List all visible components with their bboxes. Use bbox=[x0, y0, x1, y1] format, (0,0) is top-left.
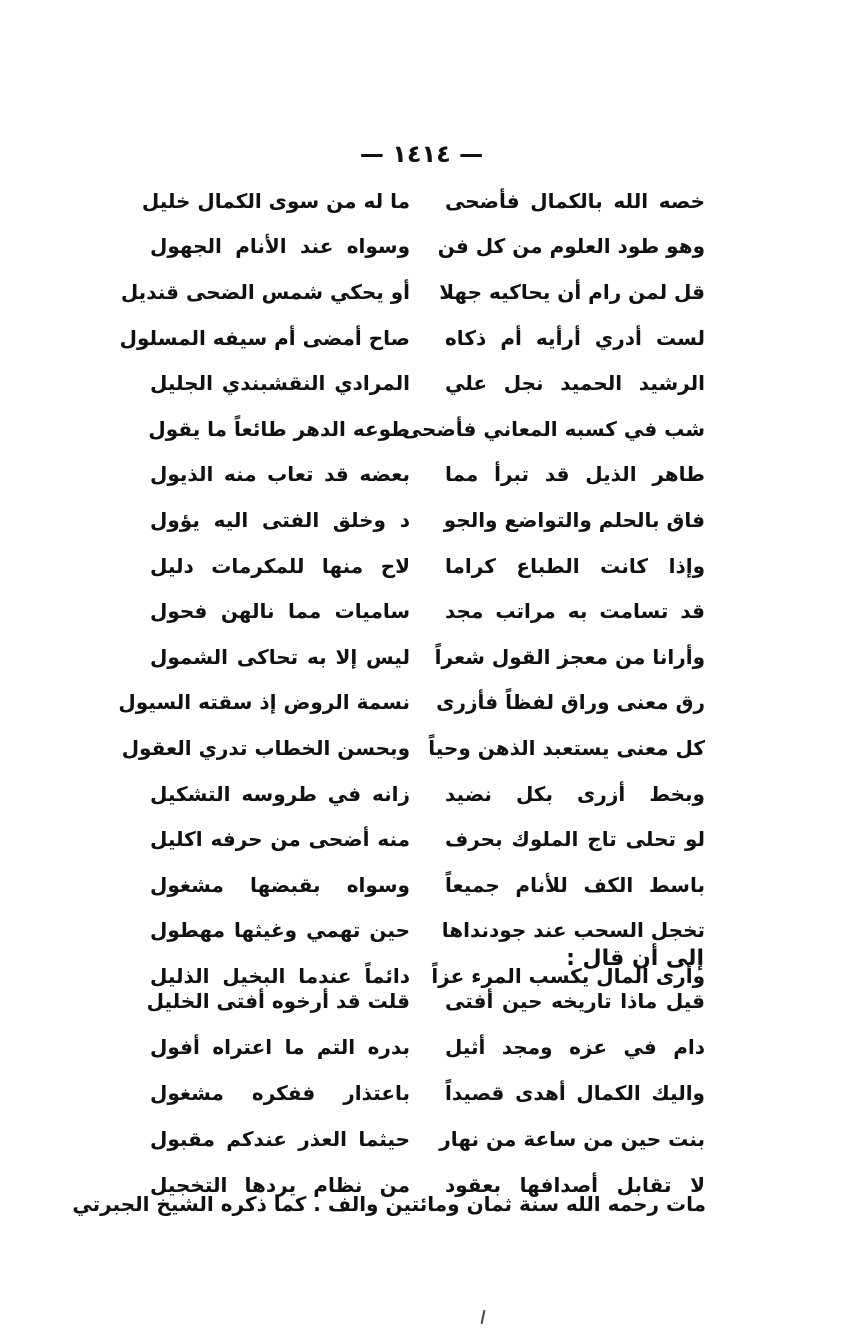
verse-second-hemistich: د وخلق الفتى اليه يؤول bbox=[150, 507, 410, 532]
verse-row bbox=[150, 588, 705, 634]
verse-second-hemistich: قلت قد أرخوه أفتى الخليل bbox=[146, 989, 410, 1013]
verse-row bbox=[121, 725, 705, 771]
verse-row bbox=[120, 269, 705, 315]
verse-second-hemistich: زانه في طروسه التشكيل bbox=[150, 781, 410, 806]
verse-row bbox=[150, 816, 705, 862]
verse-first-hemistich: فاق بالحلم والتواضع والجو bbox=[443, 507, 705, 532]
verse-first-hemistich: كل معنى يستعبد الذهن وحياً bbox=[428, 735, 705, 760]
verse-row bbox=[146, 978, 705, 1024]
verse-second-hemistich: حين تهمي وغيثها مهطول bbox=[150, 918, 410, 943]
verse-first-hemistich: قل لمن رام أن يحاكيه جهلا bbox=[439, 279, 705, 304]
verse-row bbox=[150, 543, 705, 589]
verse-second-hemistich: ساميات مما نالهن فحول bbox=[150, 599, 410, 624]
verse-row bbox=[150, 1024, 705, 1070]
stray-ink-mark bbox=[481, 1310, 486, 1324]
verse-second-hemistich: وسواه عند الأنام الجهول bbox=[150, 234, 410, 259]
verse-second-hemistich: صاح أمضى أم سيفه المسلول bbox=[119, 325, 410, 350]
verse-first-hemistich: لو تحلى تاج الملوك بحرف bbox=[445, 827, 705, 852]
verse-second-hemistich: المرادي النقشبندي الجليل bbox=[150, 371, 410, 396]
verse-row bbox=[150, 1116, 705, 1162]
verse-row bbox=[141, 178, 705, 224]
poem-verses bbox=[118, 178, 705, 999]
verse-second-hemistich: طوعه الدهر طائعاً ما يقول bbox=[148, 416, 410, 441]
verse-second-hemistich: من نظام يردها التخجيل bbox=[150, 1173, 410, 1197]
verse-first-hemistich: دام في عزه ومجد أثيل bbox=[445, 1035, 705, 1059]
verse-first-hemistich: لست أدري أرأيه أم ذكاه bbox=[445, 325, 705, 350]
verse-first-hemistich: وأرانا من معجز القول شعراً bbox=[434, 644, 705, 669]
verse-second-hemistich: نسمة الروض إذ سقته السيول bbox=[118, 690, 410, 715]
verse-second-hemistich: بعضه قد تعاب منه الذيول bbox=[150, 462, 410, 487]
verse-row bbox=[150, 771, 705, 817]
verse-second-hemistich: ما له من سوى الكمال خليل bbox=[141, 188, 410, 213]
verse-first-hemistich: باسط الكف للأنام جميعاً bbox=[445, 872, 705, 897]
verse-row bbox=[118, 680, 705, 726]
verse-first-hemistich: قد تسامت به مراتب مجد bbox=[445, 599, 705, 624]
verse-first-hemistich: وإذا كانت الطباع كراما bbox=[445, 553, 705, 578]
verse-first-hemistich: واليك الكمال أهدى قصيداً bbox=[445, 1081, 705, 1105]
verse-first-hemistich: لا تقابل أصدافها بعقود bbox=[445, 1173, 705, 1197]
verse-row bbox=[150, 862, 705, 908]
verse-row bbox=[150, 224, 705, 270]
verse-second-hemistich: لاح منها للمكرمات دليل bbox=[150, 553, 410, 578]
verse-first-hemistich: بنت حين من ساعة من نهار bbox=[439, 1127, 705, 1151]
verse-first-hemistich: تخجل السحب عند جودنداها bbox=[441, 918, 705, 943]
verse-row bbox=[150, 497, 705, 543]
verse-second-hemistich: وبحسن الخطاب تدري العقول bbox=[121, 735, 410, 760]
verse-row bbox=[150, 360, 705, 406]
verse-row bbox=[150, 634, 705, 680]
verse-second-hemistich: بدره التم ما اعتراه أفول bbox=[150, 1035, 410, 1059]
verse-second-hemistich: ليس إلا به تحاكى الشمول bbox=[150, 644, 410, 669]
verse-first-hemistich: وهو طود العلوم من كل فن bbox=[437, 234, 705, 259]
verse-first-hemistich: وأرى المال يكسب المرء عزاً bbox=[431, 963, 705, 988]
verse-first-hemistich: خصه الله بالكمال فأضحى bbox=[445, 188, 705, 213]
verse-first-hemistich: طاهر الذيل قد تبرأ مما bbox=[445, 462, 705, 487]
verse-row bbox=[119, 315, 705, 361]
section-label: إلى أن قال : bbox=[566, 946, 704, 971]
closing-line: مات رحمه الله سنة ثمان ومائتين والف . كما ذكره الشيخ الجبرتي bbox=[72, 1192, 706, 1216]
verse-second-hemistich: حيثما العذر عندكم مقبول bbox=[150, 1127, 410, 1151]
verse-second-hemistich: وسواه بقبضها مشغول bbox=[150, 872, 410, 897]
verse-second-hemistich: منه أضحى من حرفه اكليل bbox=[150, 827, 410, 852]
verse-first-hemistich: وبخط أزرى بكل نضيد bbox=[445, 781, 705, 806]
poem-verses-continued bbox=[146, 978, 705, 1208]
verse-first-hemistich: رق معنى وراق لفظاً فأزرى bbox=[436, 690, 705, 715]
verse-second-hemistich: دائماً عندما البخيل الذليل bbox=[150, 963, 410, 988]
verse-row bbox=[150, 406, 705, 452]
verse-second-hemistich: باعتذار ففكره مشغول bbox=[150, 1081, 410, 1105]
verse-row bbox=[150, 1070, 705, 1116]
verse-first-hemistich: شب في كسبه المعاني فأضحى bbox=[401, 416, 705, 441]
verse-first-hemistich: الرشيد الحميد نجل علي bbox=[445, 371, 705, 396]
verse-second-hemistich: أو يحكي شمس الضحى قنديل bbox=[120, 279, 410, 304]
page-number: — ١٤١٤ — bbox=[359, 140, 484, 168]
verse-row bbox=[150, 452, 705, 498]
verse-first-hemistich: قيل ماذا تاريخه حين أفتى bbox=[445, 989, 705, 1013]
